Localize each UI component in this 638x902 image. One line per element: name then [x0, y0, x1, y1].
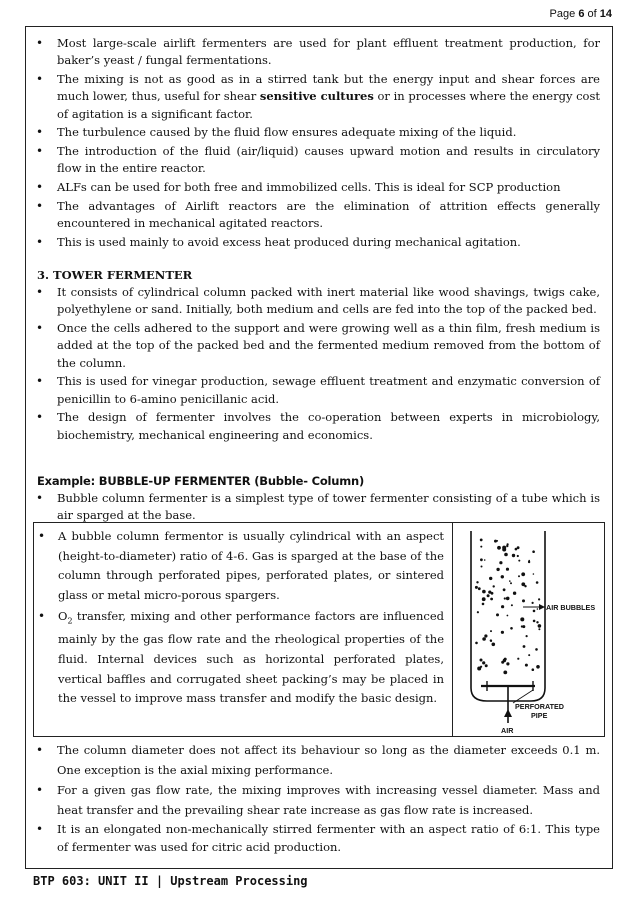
bubble-dot: [489, 577, 492, 580]
list-item: • Once the cells adhered to the support and were growing well as a thin film, fresh medium is added at the top of the packed bed and the fermented medium removed from the bottom of the column.: [26, 320, 612, 372]
bubble-dot: [528, 654, 530, 656]
bubble-dot: [503, 588, 506, 591]
bubble-dot: [528, 561, 530, 563]
list-item: • A bubble column fermentor is usually cylindrical with an aspect (height-to-diameter) ratio of 4-6. Gas is sparged at the base of the column through perforated pipes, perforated plates, or sintered glass or metal micro-porous spargers.: [34, 527, 450, 605]
list-item: • The column diameter does not affect its behaviour so long as the diameter exceeds 0.1 m. One exception is the axial mixing performance.: [26, 741, 612, 780]
bubble-dot: [506, 597, 510, 601]
bubble-dot: [499, 561, 502, 564]
list-item: • The mixing is not as good as in a stirred tank but the energy input and shear forces are much lower, thus, useful for shear sensitive cultures or in processes where the energy cost of agitation is a significant factor.: [26, 71, 612, 123]
example-section: [26, 473, 612, 526]
bubble-dot: [536, 665, 540, 669]
bubble-dot: [484, 559, 486, 561]
bubble-dot: [501, 605, 504, 608]
list-item: • Bubble column fermenter is a simplest type of tower fermenter consisting of a tube which is air sparged at the base.: [26, 490, 612, 525]
bubble-dot: [482, 661, 485, 664]
list-item: • The introduction of the fluid (air/liquid) causes upward motion and results in circulatory flow in the entire reactor.: [26, 143, 612, 178]
section-heading: 3. TOWER FERMENTER: [37, 268, 193, 282]
page-number: Page 6 of 14: [549, 8, 612, 20]
bubble-dot: [504, 553, 508, 557]
bubble-dot: [496, 568, 499, 571]
bubble-dot: [497, 546, 501, 550]
bubble-dot: [491, 592, 494, 595]
bubble-column-text: [34, 527, 450, 710]
bubble-dot: [521, 582, 525, 586]
example-heading: Example: BUBBLE-UP FERMENTER (Bubble- Column): [37, 474, 365, 488]
bubble-dot: [490, 630, 492, 632]
bubble-dot: [538, 624, 542, 628]
bubble-dot: [536, 621, 538, 623]
bubble-dot: [482, 597, 486, 601]
bubble-dot: [504, 597, 506, 599]
bubble-dot: [475, 586, 478, 589]
air-bubbles: [475, 539, 541, 675]
bubble-dot: [481, 566, 483, 568]
bubble-dot: [510, 627, 513, 630]
bubble-dot: [482, 603, 485, 606]
bubble-column-diagram: [452, 523, 605, 736]
tower-fermenter-section: [26, 267, 612, 445]
list-item: • The design of fermenter involves the co-operation between experts in microbiology, biochemistry, mechanical engineering and economics.: [26, 409, 612, 444]
bubble-dot: [482, 590, 486, 594]
bubble-dot: [490, 591, 492, 593]
bubble-dot: [533, 620, 536, 623]
list-item: • It consists of cylindrical column packed with inert material like wood shavings, twigs cake, polyethylene or sand. Initially, both medium and cells are fed into the top of the packed bed.: [26, 284, 612, 319]
bubble-dot: [509, 580, 511, 582]
bubble-dot: [480, 558, 483, 561]
bubble-column-notes: [26, 741, 612, 857]
bubble-dot: [533, 573, 535, 575]
bubble-dot: [501, 661, 504, 664]
list-item: • This is used mainly to avoid excess heat produced during mechanical agitation.: [26, 234, 612, 251]
bubble-dot: [536, 581, 539, 584]
bubble-dot: [496, 540, 498, 542]
bubble-dot: [520, 617, 524, 621]
label-perforated: PERFORATED: [515, 702, 564, 711]
bubble-dot: [476, 581, 478, 583]
bubble-dot: [513, 592, 516, 595]
bubble-dot: [487, 594, 490, 597]
bubble-dot: [492, 643, 496, 647]
bubble-dot: [532, 602, 534, 604]
bubble-dot: [521, 572, 525, 576]
list-item: • It is an elongated non-mechanically stirred fermenter with an aspect ratio of 6:1. This type of fermenter was used for citric acid production.: [26, 821, 612, 856]
bubble-dot: [510, 582, 512, 584]
bubble-dot: [501, 575, 504, 578]
bubble-dot: [521, 625, 523, 627]
bubble-dot: [475, 642, 478, 645]
bubble-dot: [480, 546, 482, 548]
list-item: • This is used for vinegar production, sewage effluent treatment and enzymatic conversion of penicillin to 6-amino penicillanic acid.: [26, 373, 612, 408]
bubble-dot: [517, 658, 519, 660]
bubble-dot: [480, 666, 482, 668]
bubble-dot: [533, 610, 536, 613]
bubble-dot: [503, 671, 507, 675]
bubble-dot: [485, 664, 488, 667]
bubble-dot: [493, 585, 495, 587]
bubble-dot: [537, 608, 539, 610]
bubble-dot: [517, 555, 519, 557]
list-item: • The turbulence caused by the fluid flow ensures adequate mixing of the liquid.: [26, 124, 612, 141]
bubble-dot: [501, 631, 504, 634]
label-air: AIR: [501, 726, 514, 735]
bubble-dot: [522, 599, 525, 602]
label-pipe: PIPE: [531, 711, 548, 720]
bubble-dot: [512, 554, 515, 557]
bubble-dot: [511, 604, 513, 606]
bubble-dot: [538, 628, 540, 630]
footer: BTP 603: UNIT II | Upstream Processing: [33, 874, 308, 888]
bubble-dot: [484, 634, 487, 637]
bubble-dot: [532, 550, 535, 553]
bubble-dot: [507, 615, 509, 617]
list-item: • Most large-scale airlift fermenters are used for plant effluent treatment production, for baker’s yeast / fungal fermentations.: [26, 35, 612, 70]
bubble-dot: [523, 645, 526, 648]
bubble-dot: [526, 635, 528, 637]
airlift-bullets: [26, 35, 612, 252]
bubble-dot: [532, 668, 535, 671]
bubble-dot: [506, 568, 509, 571]
bubble-dot: [518, 575, 520, 577]
page-frame: [25, 26, 613, 869]
bubble-dot: [525, 664, 528, 667]
bubble-dot: [506, 545, 508, 547]
bubble-dot: [478, 587, 481, 590]
bubble-dot: [535, 648, 538, 651]
bubble-dot: [480, 659, 483, 662]
bubble-dot: [482, 637, 486, 641]
bubble-dot: [490, 598, 493, 601]
bubble-dot: [477, 611, 479, 613]
bubble-dot: [490, 639, 492, 641]
list-item: • $O_2$ transfer, mixing and other performance factors are influenced mainly by the gas flow rate and the rheological properties of the fluid. Internal devices such as horizontal perforated plates, vertical baffles and corrugated sheet packing’s may be placed in the vessel to improve mass transfer and modify the basic design.: [34, 607, 450, 709]
bubble-column-figure: [453, 523, 605, 736]
bubble-dot: [515, 548, 518, 551]
list-item: • For a given gas flow rate, the mixing improves with increasing vessel diameter. Mass and heat transfer and the prevailing shear rate increase as gas flow rate is increased.: [26, 781, 612, 820]
bubble-dot: [496, 613, 499, 616]
bubble-dot: [502, 546, 506, 550]
bubble-dot: [538, 598, 540, 600]
bubble-dot: [506, 662, 509, 665]
list-item: • The advantages of Airlift reactors are the elimination of attrition effects generally encountered in mechanical agitated reactors.: [26, 198, 612, 233]
label-air-bubbles: AIR BUBBLES: [546, 603, 596, 612]
list-item: • ALFs can be used for both free and immobilized cells. This is ideal for SCP production: [26, 179, 612, 196]
bubble-dot: [480, 539, 483, 542]
bubble-column-box: [33, 522, 605, 737]
bubble-dot: [518, 560, 520, 562]
